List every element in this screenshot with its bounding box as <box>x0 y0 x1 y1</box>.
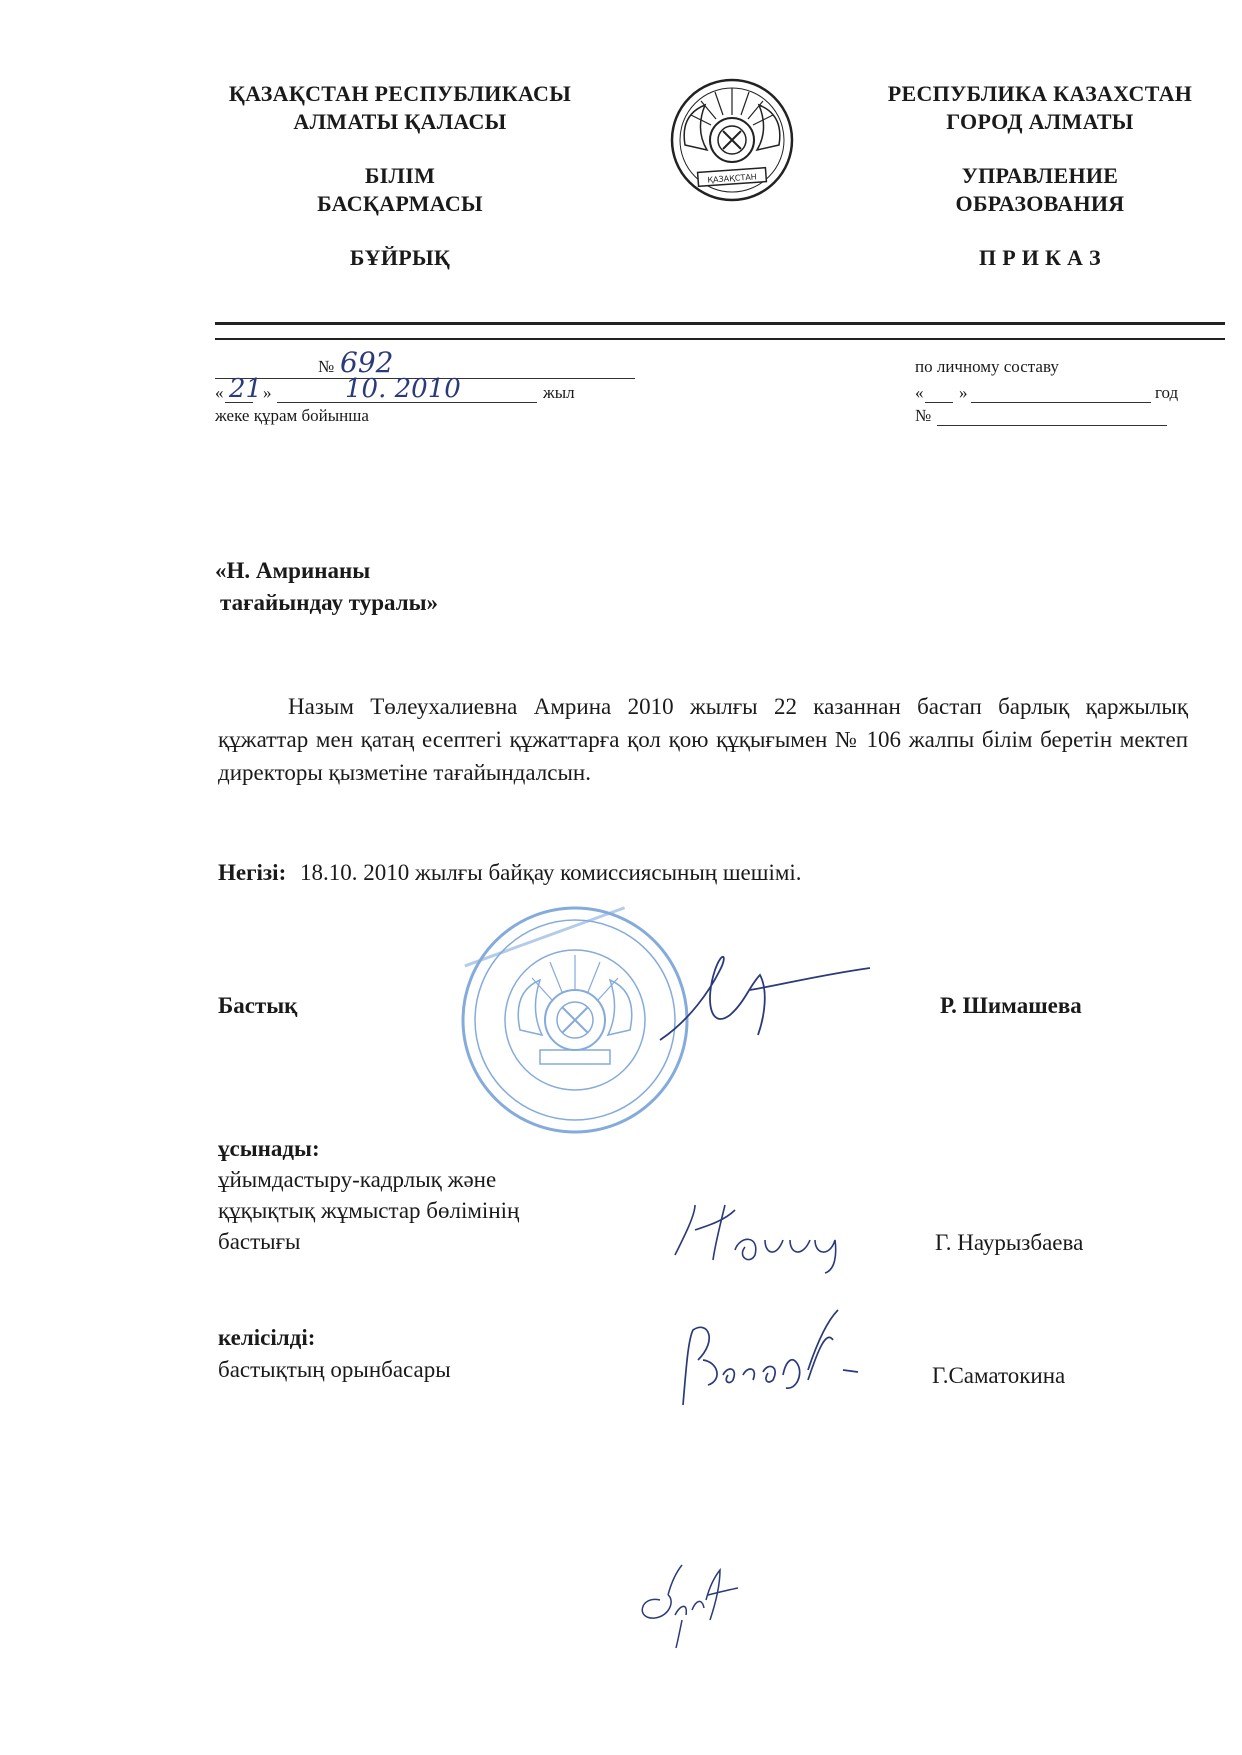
header-left-doc-type: БҰЙРЫҚ <box>349 245 451 270</box>
reg-right-number-line <box>915 405 1175 427</box>
header-right-city: ГОРОД АЛМАТЫ <box>946 109 1134 134</box>
proposed-block <box>218 1133 519 1257</box>
order-title-line1: «Н. Амринаны <box>215 558 371 583</box>
header-left-city: АЛМАТЫ ҚАЛАСЫ <box>293 109 507 134</box>
order-title-line2: тағайындау туралы» <box>220 590 439 615</box>
reg-left-year-word: жыл <box>543 383 575 402</box>
order-title <box>215 555 438 619</box>
header-rule-thick <box>215 322 1225 325</box>
reg-right-date-line <box>915 380 1185 404</box>
proposed-position-line1: ұйымдастыру-кадрлық және <box>218 1167 497 1192</box>
head-signature-icon <box>650 930 880 1060</box>
head-title: Бастық <box>218 993 298 1018</box>
proposed-position-line2: құқықтық жұмыстар бөлімінің <box>218 1198 520 1223</box>
reg-right-close-quote: » <box>959 383 968 402</box>
agreed-signature-icon <box>668 1300 878 1415</box>
reg-left-number-value: 692 <box>340 346 394 379</box>
agreed-position: бастықтың орынбасары <box>218 1357 451 1382</box>
header-right <box>860 80 1220 272</box>
reg-left-subject: жеке құрам бойынша <box>215 406 369 425</box>
header-left-dept2: БАСҚАРМАСЫ <box>317 191 483 216</box>
header-left <box>170 80 630 272</box>
agreed-block <box>218 1322 451 1386</box>
emblem-label: ҚАЗАҚСТАН <box>707 172 758 185</box>
order-basis <box>218 860 802 886</box>
reg-left-date-line: « 21 » 10. 2010 жыл <box>215 374 575 404</box>
reg-left-date-day: 21 <box>229 374 263 404</box>
proposed-name: Г. Наурызбаева <box>935 1230 1084 1255</box>
reg-left-number-sign: № <box>318 357 335 376</box>
header-left-country: ҚАЗАҚСТАН РЕСПУБЛИКАСЫ <box>228 81 572 106</box>
header-right-doc-type: П Р И К А З <box>979 245 1101 270</box>
reg-right-year-word: год <box>1155 383 1179 402</box>
reg-left-date-rest: 10. 2010 <box>345 374 461 404</box>
header-right-country: РЕСПУБЛИКА КАЗАХСТАН <box>887 81 1193 106</box>
order-basis-label: Негізі: <box>218 860 287 885</box>
proposed-position-line3: бастығы <box>218 1229 301 1254</box>
header-rule-thin <box>215 338 1225 340</box>
header-right-dept2: ОБРАЗОВАНИЯ <box>955 191 1125 216</box>
state-emblem-icon <box>665 75 800 205</box>
reg-right-open-quote: « <box>915 383 924 402</box>
header-left-dept1: БІЛІМ <box>364 163 436 188</box>
head-name: Р. Шимашева <box>940 993 1082 1018</box>
order-basis-text: 18.10. 2010 жылғы байқау комиссиясының шешімі. <box>299 860 802 885</box>
header-right-dept1: УПРАВЛЕНИЕ <box>961 163 1119 188</box>
proposed-label: ұсынады: <box>218 1136 320 1161</box>
reg-right-subject: по личному составу <box>915 357 1059 376</box>
initials-signature-icon <box>620 1540 750 1650</box>
agreed-label: келісілді: <box>218 1325 316 1350</box>
reg-right-number-sign: № <box>915 406 932 425</box>
proposed-signature-icon <box>665 1195 865 1275</box>
agreed-name: Г.Саматокина <box>932 1363 1066 1388</box>
order-body: Назым Төлеухалиевна Амрина 2010 жылғы 22 казаннан бастап барлық қаржылық құжаттар мен қатаң есептегі құжаттарға қол қою құқығымен № 106 жалпы білім беретін мектеп директоры қызметіне тағайындалсын. <box>218 694 1188 785</box>
